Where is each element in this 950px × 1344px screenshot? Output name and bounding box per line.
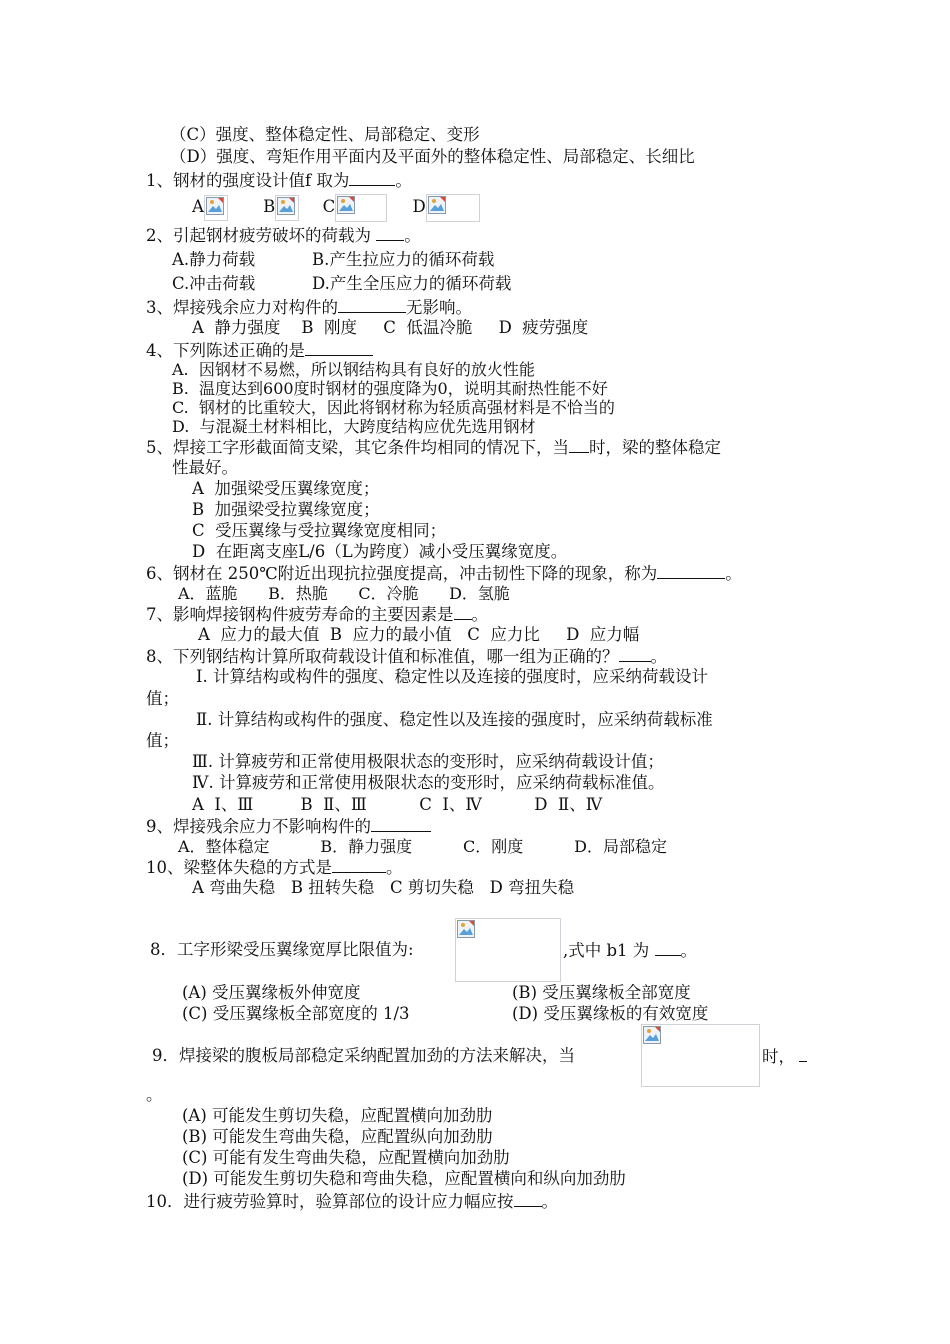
question-10b-stem: 10．进行疲劳验算时，验算部位的设计应力幅应按 bbox=[146, 1192, 514, 1211]
answer-blank bbox=[349, 170, 395, 186]
question-9b-text: 时， bbox=[762, 1047, 795, 1066]
question-3 bbox=[146, 297, 472, 318]
question-9b-line2: 。 bbox=[146, 1085, 163, 1104]
question-10-stem: 10、梁整体失稳的方式是 bbox=[146, 858, 332, 877]
question-7 bbox=[146, 604, 488, 625]
question-6-end: 。 bbox=[725, 564, 742, 583]
question-8b-text: ,式中 b1 为 bbox=[563, 941, 655, 960]
option-c-prev: （C）强度、整体稳定性、局部稳定、变形 bbox=[170, 125, 480, 144]
question-9-options: A．整体稳定 B．静力强度 C．刚度 D．局部稳定 bbox=[178, 837, 667, 856]
option-d-prev: （D）强度、弯矩作用平面内及平面外的整体稳定性、局部稳定、长细比 bbox=[170, 147, 695, 166]
q8-item-iii: Ⅲ. 计算疲劳和正常使用极限状态的变形时，应采纳荷载设计值； bbox=[192, 752, 664, 771]
question-3-options: A 静力强度 B 刚度 C 低温冷脆 D 疲劳强度 bbox=[192, 318, 589, 337]
q4-option-b: B. 温度达到600度时钢材的强度降为0，说明其耐热性能不好 bbox=[172, 379, 608, 398]
answer-blank bbox=[657, 563, 725, 579]
answer-blank bbox=[305, 340, 373, 356]
answer-blank bbox=[569, 437, 589, 453]
broken-image-icon bbox=[457, 920, 475, 938]
question-9 bbox=[146, 816, 431, 837]
question-2-stem: 2、引起钢材疲劳破坏的荷载为 bbox=[146, 226, 377, 245]
q5-option-c: C 受压翼缘与受拉翼缘宽度相同； bbox=[192, 521, 447, 540]
answer-blank bbox=[799, 1046, 807, 1062]
question-2-end: 。 bbox=[404, 226, 421, 245]
formula-image-width-limit bbox=[455, 918, 561, 982]
q8-item-ii-cont: 值； bbox=[146, 731, 179, 750]
q9b-option-c: (C) 可能有发生弯曲失稳，应配置横向加劲肋 bbox=[182, 1148, 510, 1167]
question-9b-stem-cont bbox=[762, 1046, 807, 1067]
q2-option-a: A.静力荷载 bbox=[172, 250, 256, 269]
option-d-label: D bbox=[412, 197, 426, 216]
question-1-end: 。 bbox=[395, 171, 412, 190]
question-8-end: 。 bbox=[650, 647, 667, 666]
option-b-label: B bbox=[263, 197, 276, 216]
question-10 bbox=[146, 857, 403, 878]
answer-blank bbox=[338, 297, 406, 313]
answer-blank bbox=[376, 225, 404, 241]
question-3-end: 无影响。 bbox=[406, 298, 472, 317]
broken-image-icon bbox=[337, 196, 355, 214]
question-10-end: 。 bbox=[386, 858, 403, 877]
answer-blank bbox=[454, 604, 472, 620]
question-7-end: 。 bbox=[471, 605, 488, 624]
q2-option-b: B.产生拉应力的循环荷载 bbox=[312, 250, 495, 269]
q8-item-i-cont: 值； bbox=[146, 689, 179, 708]
q9b-option-d: (D) 可能发生剪切失稳和弯曲失稳，应配置横向和纵向加劲肋 bbox=[182, 1169, 626, 1188]
question-6 bbox=[146, 563, 742, 584]
q8-item-ii: Ⅱ. 计算结构或构件的强度、稳定性以及连接的强度时，应采纳荷载标准 bbox=[196, 710, 713, 729]
question-9-stem: 9、焊接残余应力不影响构件的 bbox=[146, 817, 371, 836]
question-3-stem: 3、焊接残余应力对构件的 bbox=[146, 298, 338, 317]
broken-image-icon bbox=[428, 196, 446, 214]
question-5-line2: 性最好。 bbox=[172, 458, 238, 477]
question-4-stem: 4、下列陈述正确的是 bbox=[146, 341, 305, 360]
question-7-stem: 7、影响焊接钢构件疲劳寿命的主要因素是 bbox=[146, 605, 454, 624]
question-9b-stem: 9．焊接梁的腹板局部稳定采纳配置加劲的方法来解决，当 bbox=[152, 1046, 575, 1065]
question-2 bbox=[146, 225, 421, 246]
question-6-options: A．蓝脆 B．热脆 C．冷脆 D．氢脆 bbox=[178, 584, 510, 603]
question-8b-stem-cont bbox=[563, 940, 697, 961]
question-7-options: A 应力的最大值 B 应力的最小值 C 应力比 D 应力幅 bbox=[198, 625, 640, 644]
answer-blank bbox=[514, 1191, 542, 1207]
question-5-stem: 5、焊接工字形截面简支梁，其它条件均相同的情况下，当 bbox=[146, 438, 569, 457]
question-6-stem: 6、钢材在 250℃附近出现抗拉强度提高，冲击韧性下降的现象，称为 bbox=[146, 564, 658, 583]
q8b-option-c: (C) 受压翼缘板全部宽度的 1/3 bbox=[182, 1004, 410, 1023]
q8-item-i: Ⅰ. 计算结构或构件的强度、稳定性以及连接的强度时，应采纳荷载设计 bbox=[196, 667, 709, 686]
q5-option-d: D 在距离支座L/6（L为跨度）减小受压翼缘宽度。 bbox=[192, 542, 568, 561]
q8-item-iv: Ⅳ. 计算疲劳和正常使用极限状态的变形时，应采纳荷载标准值。 bbox=[192, 773, 665, 792]
question-1 bbox=[146, 170, 412, 191]
q8b-option-a: (A) 受压翼缘板外伸宽度 bbox=[182, 983, 361, 1002]
q4-option-d: D. 与混凝土材料相比，大跨度结构应优先选用钢材 bbox=[172, 417, 536, 436]
question-4 bbox=[146, 340, 373, 361]
formula-image-d bbox=[426, 194, 480, 222]
answer-blank bbox=[371, 816, 431, 832]
question-1-options bbox=[192, 193, 480, 222]
broken-image-icon bbox=[206, 197, 224, 215]
question-10-options: A 弯曲失稳 B 扭转失稳 C 剪切失稳 D 弯扭失稳 bbox=[192, 878, 575, 897]
question-10b-end: 。 bbox=[541, 1192, 558, 1211]
question-5-stem-cont: 时，梁的整体稳定 bbox=[589, 438, 721, 457]
question-8-stem: 8、下列钢结构计算所取荷载设计值和标准值，哪一组为正确的？ bbox=[146, 647, 619, 666]
answer-blank bbox=[619, 646, 651, 662]
broken-image-icon bbox=[277, 197, 295, 215]
question-8 bbox=[146, 646, 667, 667]
q4-option-c: C. 钢材的比重较大，因此将钢材称为轻质高强材料是不恰当的 bbox=[172, 398, 615, 417]
q2-option-d: D.产生全压应力的循环荷载 bbox=[312, 274, 512, 293]
option-a-label: A bbox=[192, 197, 204, 216]
q5-option-b: B 加强梁受拉翼缘宽度； bbox=[192, 500, 380, 519]
q8b-option-d: (D) 受压翼缘板的有效宽度 bbox=[512, 1004, 709, 1023]
q9b-option-a: (A) 可能发生剪切失稳，应配置横向加劲肋 bbox=[182, 1106, 493, 1125]
formula-image-a bbox=[204, 195, 228, 221]
q8b-option-b: (B) 受压翼缘板全部宽度 bbox=[512, 983, 691, 1002]
question-8b-end: 。 bbox=[680, 941, 698, 960]
q4-option-a: A. 因钢材不易燃，所以钢结构具有良好的放火性能 bbox=[172, 360, 535, 379]
answer-blank bbox=[655, 940, 681, 956]
answer-blank bbox=[332, 857, 386, 873]
q5-option-a: A 加强梁受压翼缘宽度； bbox=[192, 479, 380, 498]
option-c-label: C bbox=[322, 197, 336, 216]
question-8-options: A Ⅰ、Ⅲ B Ⅱ、Ⅲ C Ⅰ、Ⅳ D Ⅱ、Ⅳ bbox=[192, 795, 603, 814]
question-1-stem: 1、钢材的强度设计值f 取为 bbox=[146, 171, 350, 190]
formula-image-c bbox=[335, 194, 387, 222]
formula-image-web-ratio bbox=[641, 1024, 760, 1087]
question-8b-stem: 8．工字形梁受压翼缘宽厚比限值为: bbox=[150, 940, 414, 959]
q9b-option-b: (B) 可能发生弯曲失稳，应配置纵向加劲肋 bbox=[182, 1127, 493, 1146]
question-10b bbox=[146, 1191, 558, 1212]
broken-image-icon bbox=[643, 1026, 661, 1044]
q2-option-c: C.冲击荷载 bbox=[172, 274, 256, 293]
question-5 bbox=[146, 437, 721, 458]
formula-image-b bbox=[275, 195, 299, 221]
